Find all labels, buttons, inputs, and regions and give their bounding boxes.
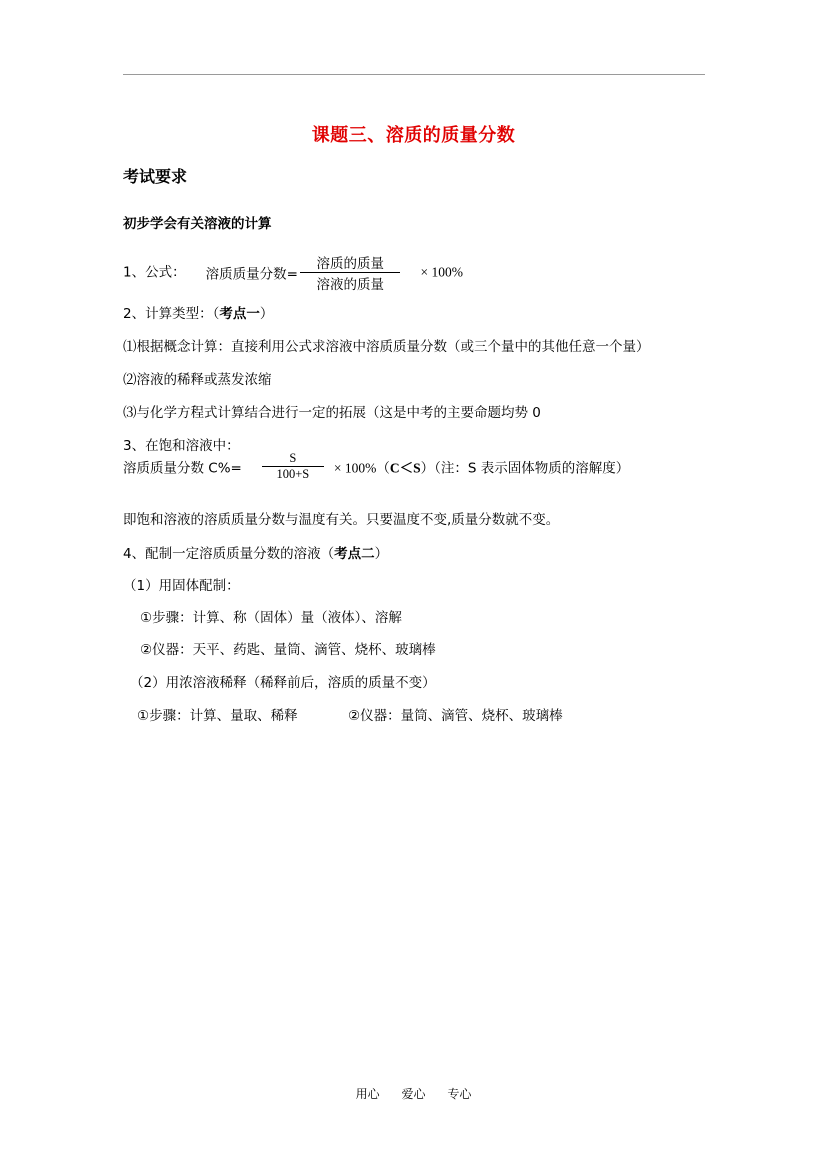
calc-types-key-point: 考点一 [219, 306, 260, 322]
solid-instruments: ②仪器：天平、药匙、量筒、滴管、烧杯、玻璃棒 [140, 642, 436, 658]
subheading: 初步学会有关溶液的计算 [123, 216, 272, 232]
dilute-steps: ①步骤：计算、量取、稀释 [137, 708, 298, 724]
formula-1 [123, 252, 463, 293]
header-rule [123, 74, 705, 75]
dilute-instruments: ②仪器：量筒、滴管、烧杯、玻璃棒 [348, 708, 563, 724]
footer-item: 专心 [447, 1087, 472, 1101]
saturated-heading: 3、在饱和溶液中： [123, 438, 240, 454]
preparation-heading [123, 542, 388, 562]
calc-types-intro-end: ） [259, 306, 274, 322]
formula-1-denominator: 溶液的质量 [316, 277, 384, 293]
saturated-fraction [262, 451, 324, 482]
saturated-lhs: 溶质质量分数 C%= [123, 460, 242, 477]
formula-1-times: × 100% [420, 264, 463, 280]
saturated-formula [123, 451, 629, 482]
preparation-heading-end: ） [374, 546, 389, 562]
section-heading: 考试要求 [123, 167, 188, 186]
saturated-denominator: 100+S [276, 467, 310, 481]
saturated-condition: C＜S [389, 460, 421, 476]
formula-1-lhs: 溶质质量分数= [205, 266, 298, 283]
saturated-statement: 即饱和溶液的溶质质量分数与温度有关。只要温度不变,质量分数就不变。 [123, 512, 560, 528]
saturated-times: × 100%（ [333, 460, 390, 476]
solid-heading: （1）用固体配制： [123, 578, 240, 594]
formula-1-fraction [300, 252, 400, 293]
solid-steps: ①步骤：计算、称（固体）量（液体）、溶解 [140, 610, 402, 626]
formula-1-label: 1、公式： [123, 264, 186, 281]
page-footer [0, 1085, 827, 1102]
page-title: 课题三、溶质的质量分数 [311, 125, 516, 146]
calc-types-intro [123, 302, 273, 322]
saturated-numerator: S [262, 451, 324, 467]
dilute-heading: （2）用浓溶液稀释（稀释前后，溶质的质量不变） [130, 675, 436, 691]
calc-type-item-1: ⑴根据概念计算：直接利用公式求溶液中溶质质量分数（或三个量中的其他任意一个量） [123, 339, 650, 355]
preparation-heading-text: 4、配制一定溶质质量分数的溶液（ [123, 546, 335, 562]
preparation-key-point: 考点二 [334, 546, 375, 562]
calc-types-intro-text: 2、计算类型：（ [123, 306, 220, 322]
saturated-note: ）（注：S 表示固体物质的溶解度） [420, 460, 630, 477]
footer-item: 爱心 [401, 1087, 426, 1101]
footer-item: 用心 [355, 1087, 380, 1101]
calc-type-item-3: ⑶与化学方程式计算结合进行一定的拓展（这是中考的主要命题均势 0 [123, 405, 541, 421]
formula-1-numerator: 溶质的质量 [300, 252, 400, 273]
calc-type-item-2: ⑵溶液的稀释或蒸发浓缩 [123, 372, 272, 388]
